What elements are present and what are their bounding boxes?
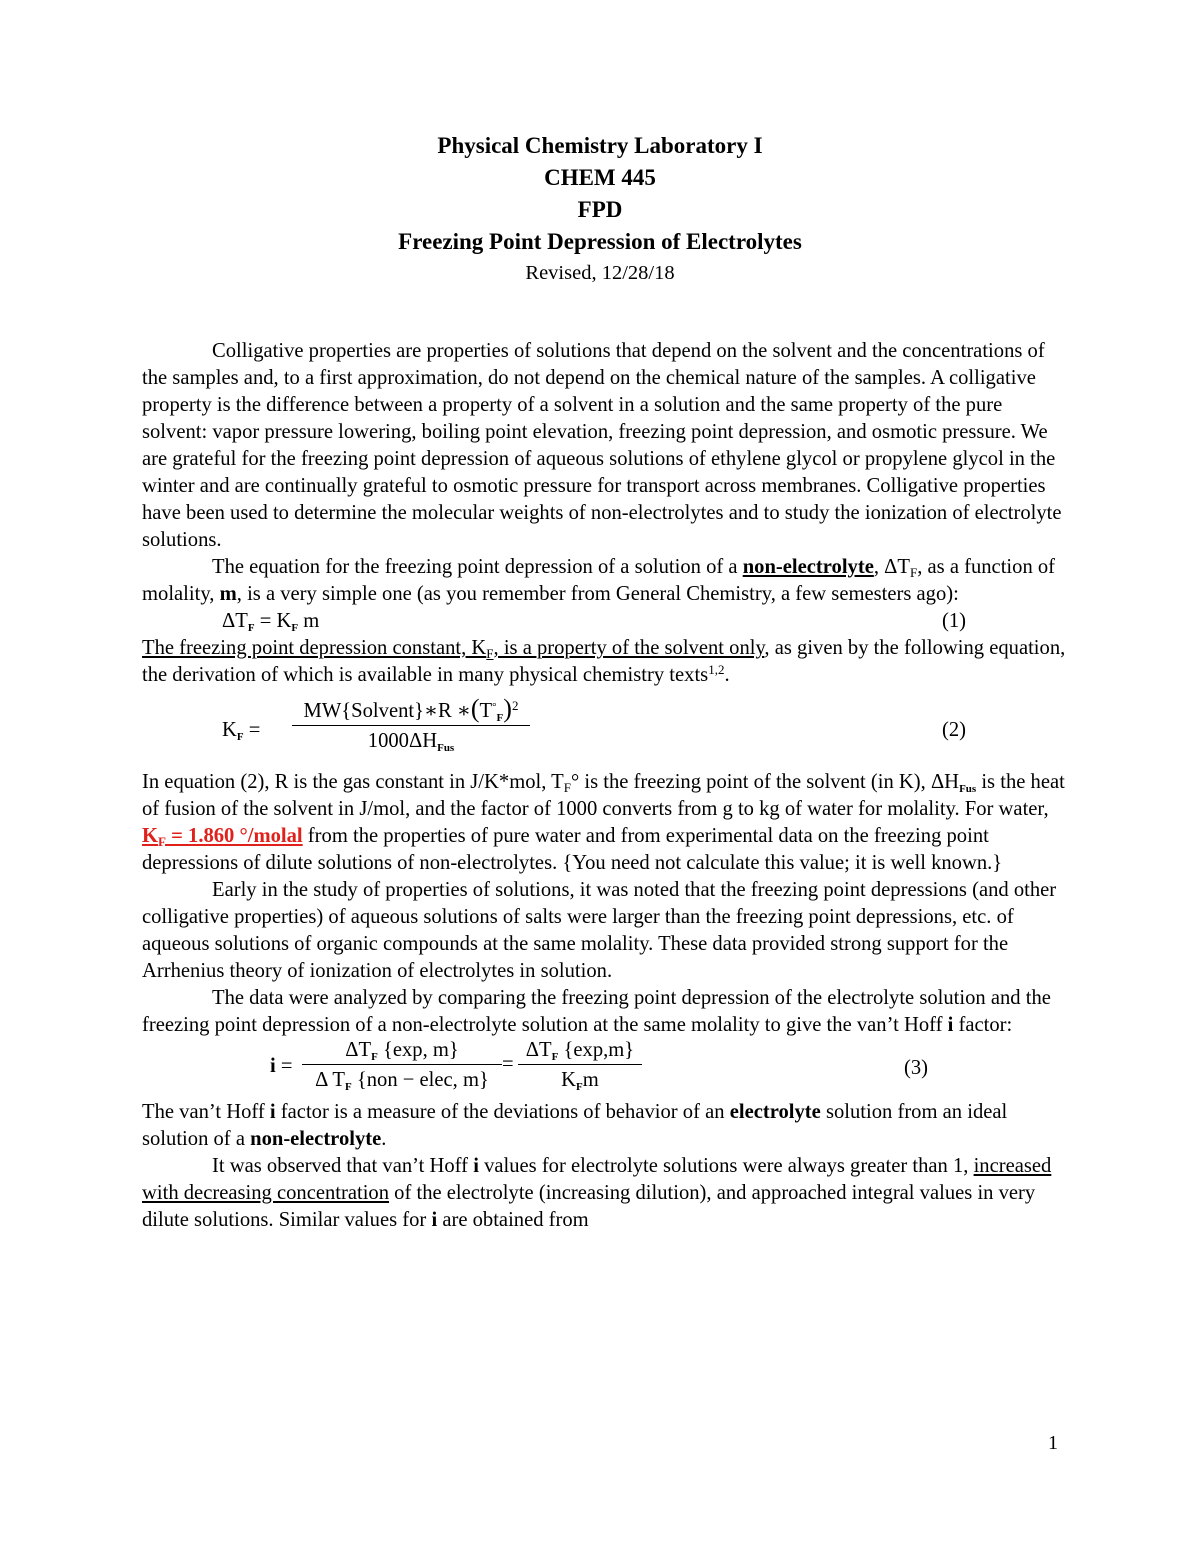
paragraph-early-study: Early in the study of properties of solutions, it was noted that the freezing point depressions (and other colligative properties) of aqueous solutions of salts were larger than the freezing point depressions, etc. of aqueous solutions of organic compounds at the same molality. These data provided strong support for the Arrhenius theory of ionization of electrolytes in solution. [142, 879, 1057, 982]
paragraph-colligative: Colligative properties are properties of solutions that depend on the solvent and the concentrations of the samples and, to a first approximation, do not depend on the chemical nature of the samples. A colligative property is the difference between a property of a solvent in a solution and the same property of the pure solvent: vapor pressure lowering, boiling point elevation, freezing point depression, and osmotic pressure. We are grateful for the freezing point depression of aqueous solutions of ethylene glycol or propylene glycol in the winter and are continually grateful to osmotic pressure for transport across membranes. Colligative properties have been used to determine the molecular weights of non-electrolytes and to study the ionization of electrolyte solutions. [142, 340, 1062, 551]
equation-3: i = $\Delta T_F$ {exp, m} Δ $T_F$ {non − elec, m} = $\Delta T_F$ {exp,m} $K_Fm$ (3) [270, 1039, 928, 1093]
equation-2-fraction: MW{Solvent}∗R $∗(T^\circ_F)^2$ $1000\Delta H_{Fus}$ [292, 695, 530, 755]
term-molality: m [219, 583, 237, 605]
paragraph-equation-2-explanation: In equation (2), R is the gas constant in J/K*mol, $T_F^\circ$ is the freezing point of the solvent (in K), $\Delta H_{Fus}$ is the heat of fusion of the solvent in J/mol, and the factor of 1000 converts from g to kg of water for molality. For water, $K_F = 1.860$ °/molal from the properties of pure water and from experimental data on the freezing point depressions of dilute solutions of non-electrolytes. {You need not calculate this value; it is well known.} [142, 771, 1065, 874]
equation-3-fraction-2: $\Delta T_F$ {exp,m} $K_Fm$ [518, 1037, 642, 1094]
revised-date: Revised, 12/28/18 [525, 262, 675, 284]
paragraph-fpd-equation-intro: The equation for the freezing point depression of a solution of a non-electrolyte, $\Delta T_F$, as a function of molality, m, is a very simple one (as you remember from General Chemistry, a few semesters ago): [142, 556, 1056, 605]
title-block [0, 130, 1200, 288]
paragraph-data-analysis: The data were analyzed by comparing the freezing point depression of the electrolyte solution and the freezing point depression of a non-electrolyte solution at the same molality to give the van’t Hoff i factor: [142, 987, 1051, 1036]
course-title: Physical Chemistry Laboratory I [437, 133, 763, 158]
equation-1: $\Delta T_F = K_F$ m (1) [222, 610, 966, 634]
experiment-title: Freezing Point Depression of Electrolytes [398, 229, 802, 254]
kf-water-value: $K_F = 1.860$ °/molal [142, 825, 303, 849]
experiment-code: FPD [577, 197, 623, 222]
equation-3-fraction-1: $\Delta T_F$ {exp, m} Δ $T_F$ {non − elec, m} [302, 1037, 502, 1094]
term-non-electrolyte: non-electrolyte [742, 556, 874, 578]
course-code: CHEM 445 [544, 165, 656, 190]
reference-marker: 1,2 [708, 662, 725, 677]
paragraph-observations: It was observed that van’t Hoff i values for electrolyte solutions were always greater than 1, increased with decreasing concentration of the electrolyte (increasing dilution), and approached integral values in very dilute solutions. Similar values for i are obtained from [142, 1155, 1052, 1231]
paragraph-kf-definition: The freezing point depression constant, $K_F$, is a property of the solvent only, as given by the following equation, the derivation of which is available in many physical chemistry texts$^{1,2}$. [142, 637, 1066, 686]
paragraph-vant-hoff-measure: The van’t Hoff i factor is a measure of the deviations of behavior of an electrolyte solution from an ideal solution of a non-electrolyte. [142, 1101, 1008, 1150]
equation-number-2: (2) [941, 719, 966, 741]
equation-number-3: (3) [903, 1057, 928, 1079]
equation-number-1: (1) [941, 610, 966, 632]
equation-2: $K_F$ = MW{Solvent}∗R $∗(T^\circ_F)^2$ $1000\Delta H_{Fus}$ (2) [222, 694, 966, 754]
page-number: 1 [1048, 1432, 1058, 1454]
document-body [142, 338, 1072, 1234]
